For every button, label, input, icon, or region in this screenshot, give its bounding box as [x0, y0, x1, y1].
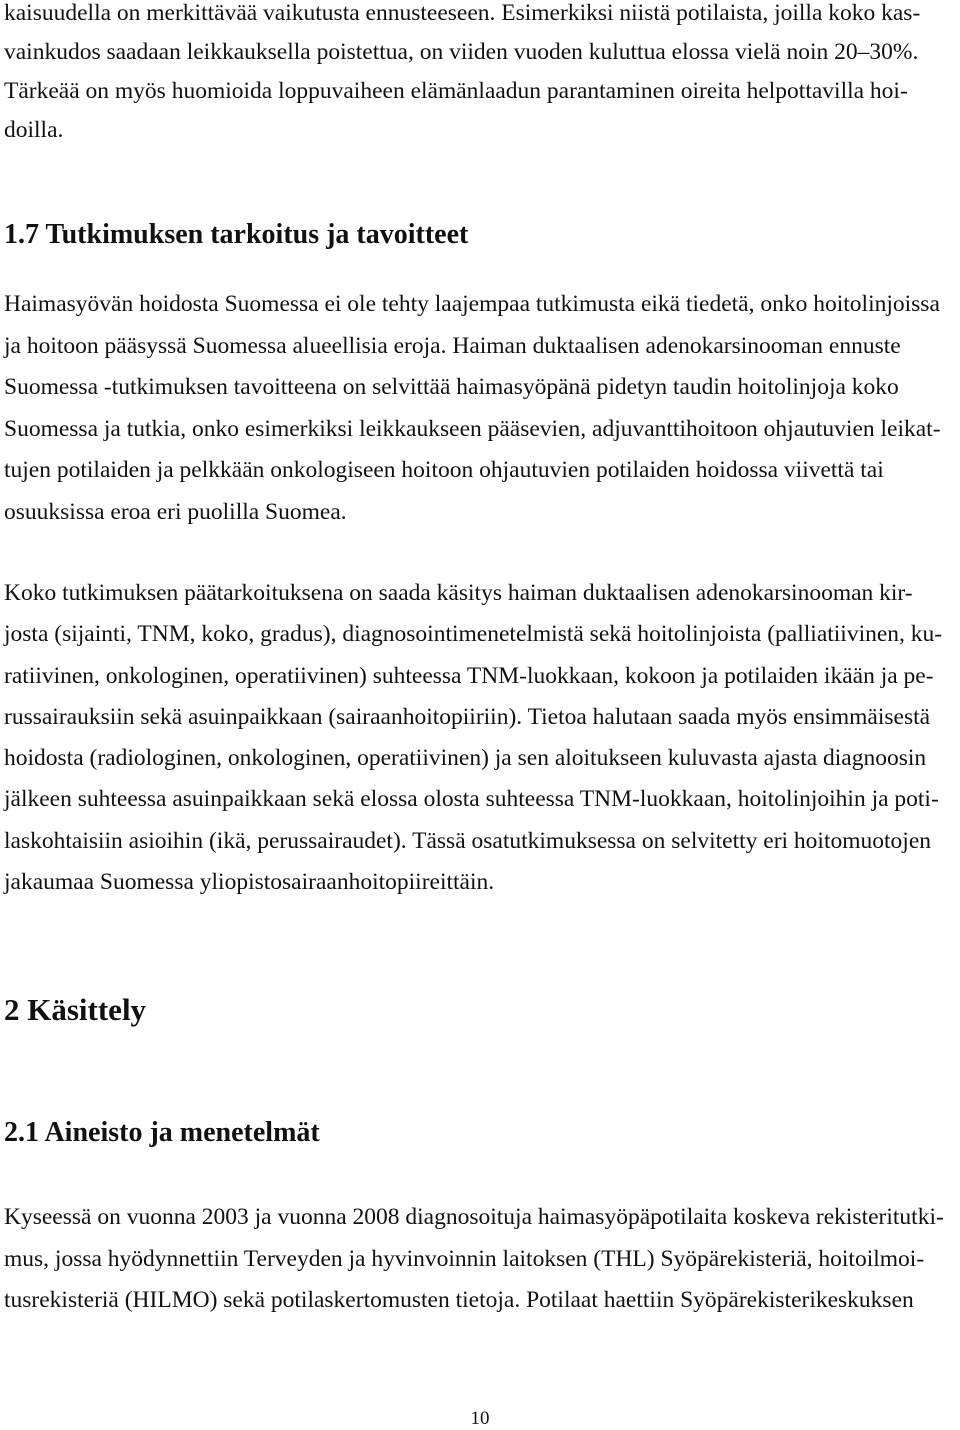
paragraph [4, 573, 956, 903]
page-number: 10 [470, 1408, 490, 1429]
paragraph-line: doilla. [4, 117, 64, 143]
chapter-heading: 2 Käsittely [4, 992, 147, 1027]
section-heading: 1.7 Tutkimuksen tarkoitus ja tavoitteet [4, 219, 469, 250]
paragraph-line: jälkeen suhteessa asuinpaikkaan sekä elossa olosta suhteessa TNM-luokkaan, hoitolinjoihin ja poti- [4, 786, 939, 813]
paragraph-line: laskohtaisiin asioihin (ikä, perussairaudet). Tässä osatutkimuksessa on selvitetty eri hoitomuotojen [4, 827, 931, 854]
paragraph-line: josta (sijainti, TNM, koko, gradus), diagnosointimenetelmistä sekä hoitolinjoista (palliatiivinen, ku- [4, 621, 943, 648]
paragraph-line: Suomessa -tutkimuksen tavoitteena on selvittää haimasyöpänä pidetyn taudin hoitolinjoja koko [4, 374, 899, 400]
paragraph-line: Tärkeää on myös huomioida loppuvaiheen elämänlaadun parantaminen oireita helpottavilla hoi- [4, 78, 908, 104]
paragraph-line: tujen potilaiden ja pelkkään onkologiseen hoitoon ohjautuvien potilaiden hoidossa viivettä tai [4, 457, 884, 483]
paragraph-line: tusrekisteriä (HILMO) sekä potilaskertomusten tietoja. Potilaat haettiin Syöpärekisterikeskuksen [4, 1287, 914, 1313]
paragraph-line: hoidosta (radiologinen, onkologinen, operatiivinen) ja sen aloitukseen kuluvasta ajasta diagnoosin [4, 745, 927, 772]
paragraph-line: jakaumaa Suomessa yliopistosairaanhoitopiireittäin. [4, 869, 495, 896]
paragraph-line: osuuksissa eroa eri puolilla Suomea. [4, 498, 347, 525]
paragraph-line: mus, jossa hyödynnettiin Terveyden ja hyvinvoinnin laitoksen (THL) Syöpärekisteriä, hoitoilmoi- [4, 1245, 925, 1272]
paragraph-line: kaisuudella on merkittävää vaikutusta ennusteeseen. Esimerkiksi niistä potilaista, joilla koko kas- [4, 0, 921, 26]
paragraph-line: ja hoitoon pääsyssä Suomessa alueellisia eroja. Haiman duktaalisen adenokarsinooman ennuste [4, 332, 901, 359]
paragraph-line: Suomessa ja tutkia, onko esimerkiksi leikkaukseen pääsevien, adjuvanttihoitoon ohjautuvien leikat- [4, 415, 941, 442]
paragraph [4, 0, 956, 150]
paragraph-line: ratiivinen, onkologinen, operatiivinen) suhteessa TNM-luokkaan, kokoon ja potilaiden ikään ja pe- [4, 662, 934, 689]
paragraph [4, 284, 956, 533]
paragraph-line: russairauksiin sekä asuinpaikkaan (sairaanhoitopiiriin). Tietoa halutaan saada myös ensimmäisestä [4, 703, 931, 730]
paragraph-line: Koko tutkimuksen päätarkoituksena on saada käsitys haiman duktaalisen adenokarsinooman kir- [4, 580, 913, 606]
paragraph [4, 1197, 956, 1322]
section-heading: 2.1 Aineisto ja menetelmät [4, 1117, 320, 1148]
paragraph-line: Haimasyövän hoidosta Suomessa ei ole tehty laajempaa tutkimusta eikä tiedetä, onko hoitolinjoissa [4, 291, 940, 317]
paragraph-line: Kyseessä on vuonna 2003 ja vuonna 2008 diagnosoituja haimasyöpäpotilaita koskeva rekisteritutki- [4, 1204, 944, 1230]
paragraph-line: vainkudos saadaan leikkauksella poistettua, on viiden vuoden kuluttua elossa vielä noin 20–30%. [4, 39, 919, 65]
